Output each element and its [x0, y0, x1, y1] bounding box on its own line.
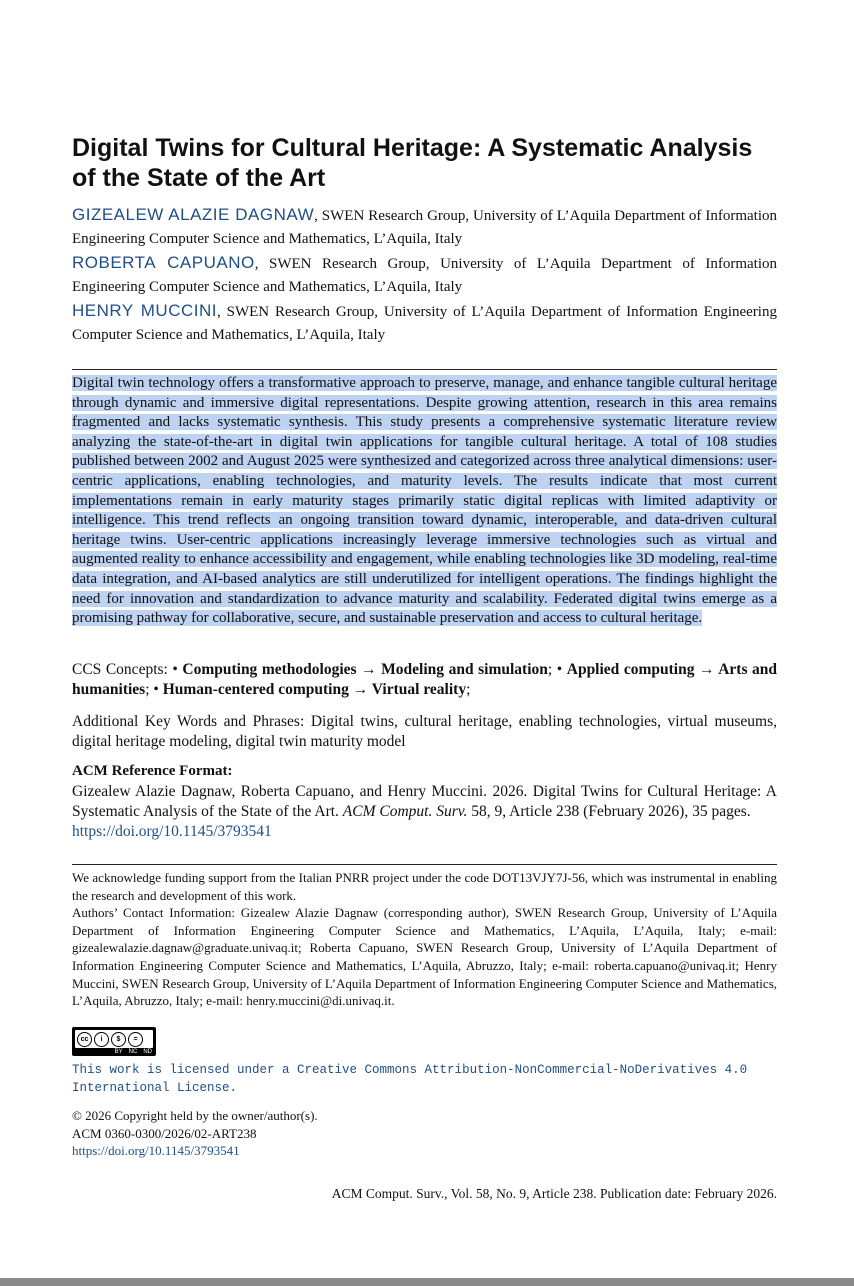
copyright-block	[72, 1107, 777, 1160]
cc-icon: cc	[77, 1032, 92, 1047]
by-attribution-icon: i	[94, 1032, 109, 1047]
reference-heading: ACM Reference Format:	[72, 763, 233, 779]
abstract-text-selected[interactable]: Digital twin technology offers a transformative approach to preserve, manage, and enhance tangible cultural heritage through dynamic and immersive digital representations. Despite growing attention, research in this area remains fragmented and lacks systematic synthesis. This study presents a comprehensive systematic literature review analyzing the state-of-the-art in digital twin applications for tangible cultural heritage. A total of 108 studies published between 2002 and August 2025 were synthesized and categorized across three analytical dimensions: user-centric applications, enabling technologies, and maturity levels. The results indicate that most current implementations remain in early maturity stages primarily static digital replicas with limited adaptivity or intelligence. This trend reflects an ongoing transition toward dynamic, interoperable, and data-driven cultural heritage twins. User-centric applications increasingly leverage immersive technologies such as virtual and augmented reality to enhance accessibility and engagement, while enabling technologies like 3D modeling, real-time data integration, and AI-based analytics are still underutilized for intelligent operations. The findings highlight the need for innovation and standardization to advance maturity and scalability. Federated digital twins emerge as a promising pathway for collaborative, secure, and sustainable preservation and access to cultural heritage.	[72, 375, 777, 627]
author-affiliation: , SWEN Research Group, University of L’Aquila Department of Information Engineering Computer Science and Mathematics, L’Aquila, Italy	[72, 256, 777, 295]
ccs-concept-1: Computing methodologies → Modeling and simulation	[182, 661, 548, 678]
viewer-bottom-bar	[0, 1278, 854, 1286]
cc-badge-icons	[75, 1030, 153, 1048]
author-list	[72, 203, 777, 347]
ccs-separator: ; •	[145, 681, 163, 698]
author-entry	[72, 251, 777, 299]
acm-id-line: ACM 0360-0300/2026/02-ART238	[72, 1125, 257, 1141]
author-name: HENRY MUCCINI	[72, 301, 217, 320]
copyright-line: © 2026 Copyright held by the owner/author(s).	[72, 1108, 318, 1123]
author-affiliation: , SWEN Research Group, University of L’Aquila Department of Information Engineering Computer Science and Mathematics, L’Aquila, Italy	[72, 208, 777, 247]
cc-label-by: BY	[114, 1049, 123, 1055]
reference-doi-link[interactable]: https://doi.org/10.1145/3793541	[72, 823, 272, 840]
abstract-divider	[72, 369, 777, 370]
keywords: Additional Key Words and Phrases: Digital twins, cultural heritage, enabling technologies, virtual museums, digital heritage modeling, digital twin maturity model	[72, 713, 777, 750]
cc-license-badge[interactable]	[72, 1027, 156, 1056]
publication-line: ACM Comput. Surv., Vol. 58, No. 9, Article 238. Publication date: February 2026.	[331, 1186, 777, 1201]
author-affiliation: , SWEN Research Group, University of L’Aquila Department of Information Engineering Computer Science and Mathematics, L’Aquila, Italy	[72, 304, 777, 343]
noncommercial-icon: $	[111, 1032, 126, 1047]
ccs-separator: ; •	[547, 661, 567, 678]
license-text-link[interactable]: This work is licensed under a Creative Commons Attribution-NonCommercial-NoDerivatives 4.0 International License.	[72, 1063, 748, 1095]
reference-format	[72, 782, 777, 842]
ccs-concept-3: Human-centered computing → Virtual reality	[162, 681, 467, 698]
reference-journal: ACM Comput. Surv.	[342, 803, 468, 820]
abstract[interactable]	[72, 374, 777, 629]
ccs-end: ;	[466, 681, 471, 698]
reference-text: Gizealew Alazie Dagnaw, Roberta Capuano, and Henry Muccini. 2026. Digital Twins for Cultural Heritage: A Systematic Analysis of the State of the Art.	[72, 783, 777, 820]
author-entry	[72, 299, 777, 347]
cc-label-nd: ND	[143, 1049, 152, 1055]
noderivatives-icon: =	[128, 1032, 143, 1047]
footnote-divider	[72, 864, 777, 865]
cc-badge-labels	[73, 1048, 157, 1056]
funding-note: We acknowledge funding support from the Italian PNRR project under the code DOT13VJY7J-56, which was instrumental in enabling the research and development of this work.	[72, 870, 777, 903]
author-name: GIZEALEW ALAZIE DAGNAW	[72, 205, 315, 224]
ccs-concept-2: Applied computing → Arts and humanities	[72, 661, 778, 698]
cc-label-nc: NC	[128, 1049, 138, 1055]
paper-title: Digital Twins for Cultural Heritage: A Systematic Analysis of the State of the Art	[72, 134, 753, 192]
ccs-label: CCS Concepts: •	[72, 661, 183, 678]
reference-details: 58, 9, Article 238 (February 2026), 35 pages.	[467, 803, 751, 820]
author-name: ROBERTA CAPUANO	[72, 253, 255, 272]
author-entry	[72, 203, 777, 251]
ccs-concepts	[72, 660, 777, 700]
footnote	[72, 869, 777, 1010]
contact-info: Authors’ Contact Information: Gizealew Alazie Dagnaw (corresponding author), SWEN Research Group, University of L’Aquila Department of Information Engineering Computer Science and Mathematics, L’Aquila, L’Aquila, Italy; e-mail: gizealewalazie.dagnaw@graduate.univaq.it; Roberta Capuano, SWEN Research Group, University of L’Aquila Department of Information Engineering Computer Science and Mathematics, L’Aquila, Abruzzo, Italy; e-mail: roberta.capuano@univaq.it; Henry Muccini, SWEN Research Group, University of L’Aquila Department of Information Engineering Computer Science and Mathematics, L’Aquila, Abruzzo, Italy; e-mail: henry.muccini@di.univaq.it.	[72, 905, 777, 1009]
copyright-doi-link[interactable]: https://doi.org/10.1145/3793541	[72, 1143, 240, 1158]
